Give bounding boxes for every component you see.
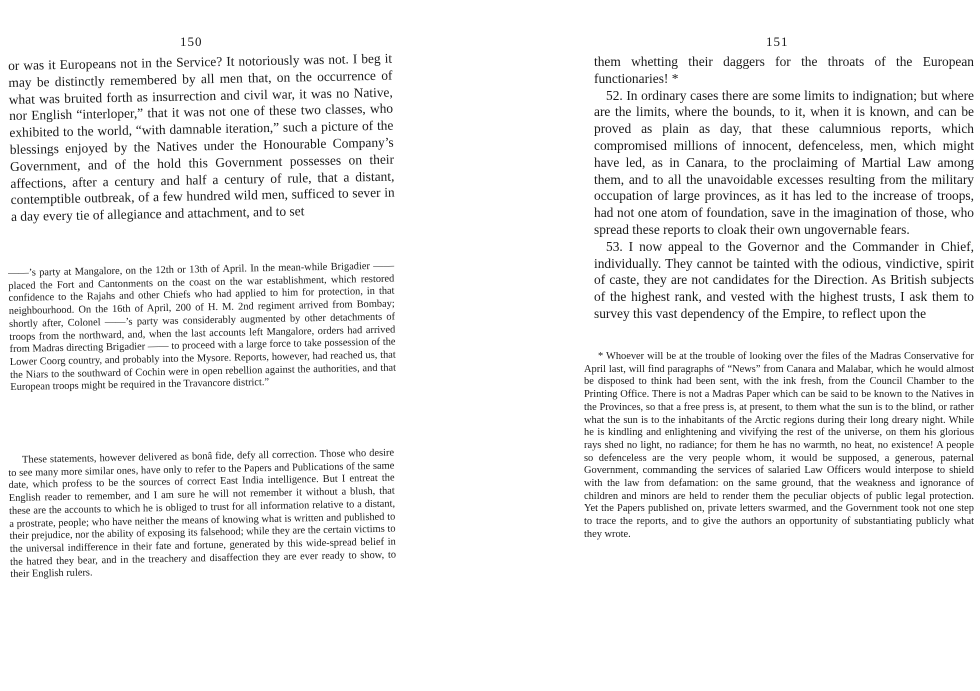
paragraph-52: 52. In ordinary cases there are some limits to indignation; but where are the limits, where the bounds, to it, when it is known, and can be proved as plain as day, that these calumnious reports, which compromised millions of innocent, defenceless, men, which might have led, as in Canara, to the proclaiming of Martial Law among them, and to all the unavoidable excesses resulting from the military occupation of large provinces, as it has led to the increase of troops, had not one atom of foundation, save in the imagination of those, who spread these reports to cloak their own ungovernable fears. xyxy=(594,87,974,237)
right-page xyxy=(584,0,980,691)
body-text xyxy=(8,51,395,226)
page-number: 150 xyxy=(180,34,203,49)
footnote-text: * Whoever will be at the trouble of looking over the files of the Madras Conservative for April last, will find paragraphs of “News” from Canara and Malabar, which he would almost be disposed to think had been sent, with the ink fresh, from the Council Chamber to the Printing Office. There is not a Madras Paper which can be said to be known to the Natives in the Provinces, so that a free press is, at present, to them what the sun is to the blind, or rather what the sun is to the inhabitants of the Arctic regions during their long dreary night. While he is kindling and enlightening and vivifying the rest of the universe, on them his glorious rays shed no light, no radiance; for them he has no warmth, no heat, no existence! A people so defenceless are the very people whom, it would be supposed, a generous, paternal Government, commanding the services of salaried Law Officers would interpose to shield with the law from defamation: on the same ground, that the weakness and ignorance of children and minors are held to render them the peculiar objects of public legal protection. Yet the Papers published on, private letters swarmed, and the Government took not one step to trace the reports, and to give the authors an opportunity of substantiating publicly what they wrote. xyxy=(584,351,974,540)
footnote-text: ——’s party at Mangalore, on the 12th or 13th of April. In the mean-while Brigadier —— placed the Fort and Cantonments on the coast on the war establishment, which restored confidence to the Rajahs and other Chiefs who had applied to him for protection, in that neighbourhood. On the 16th of April, 200 of H. M. 2nd regiment arrived from Bombay; shortly after, Colonel ——’s party was considerably augmented by other detachments of troops from the northward, and, when the last accounts left Mangalore, orders had arrived from Madras directing Brigadier —— to proceed with a large force to take possession of the Lower Coorg country, and probably into the Mysore. Reports, however, had reached us, that the Niars to the southward of Cochin were in open rebellion against the authorities, and that European troops might be required in the Travancore district.” xyxy=(8,260,397,394)
page-number: 151 xyxy=(766,34,789,49)
footnote-text: These statements, however delivered as bonâ fide, defy all correction. Those who desire to see many more similar ones, have only to refer to the Papers and Publications of the same date, which profess to be the sources of correct East India intelligence. But I entreat the English reader to remember, and I am sure he will not remember it without a blush, that these are the accounts to which he is obliged to trust for all information relative to a distant, a prostrate, people; who have neither the means of knowing what is written and published to their prejudice, nor the ability of exposing its falsehood; while they are the certain victims to the universal indifference in their fate and fortune, generated by this wide-spread belief in the hatred they bear, and in the treachery and disaffection they are ever ready to show, to their English rulers. xyxy=(8,447,397,581)
paragraph-53: 53. I now appeal to the Governor and the Commander in Chief, individually. They cannot be tainted with the odious, vindictive, spirit of caste, they are not candidates for the Direction. As British subjects of the highest rank, and vested with the highest trusts, I ask them to survey this vast dependency of the Empire, to reflect upon the xyxy=(594,238,974,321)
footnote xyxy=(584,351,974,542)
footnote-continuation xyxy=(8,261,396,395)
body-text xyxy=(594,54,974,323)
left-page xyxy=(0,0,400,691)
paragraph: or was it Europeans not in the Service? It notoriously was not. I beg it may be distinctly remembered by all men that, on the occurrence of what was bruited forth as insurrection and civil war, it was no Native, nor English “interloper,” that it was not one of these two classes, who exhibited to the world, “with damnable iteration,” such a picture of the blessings enjoyed by the Natives under the Honourable Company’s Government, and of the hold this Government possesses on their affections, after a century and half a century of rule, that a distant, contemptible outbreak, of a few hundred wild men, sufficed to sever in a day every tie of allegiance and attachment, and to set xyxy=(8,50,395,225)
footnote-paragraph xyxy=(8,448,396,582)
paragraph: them whetting their daggers for the throats of the European functionaries! * xyxy=(594,54,974,86)
